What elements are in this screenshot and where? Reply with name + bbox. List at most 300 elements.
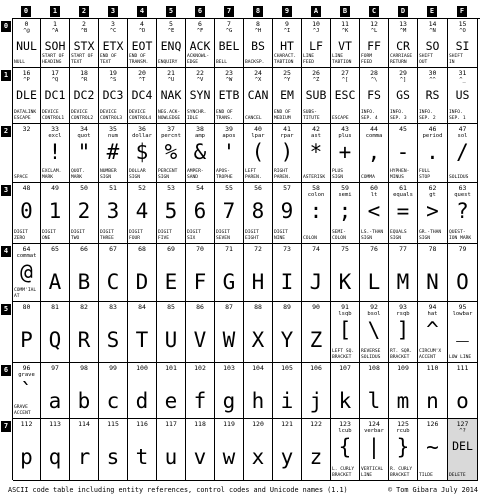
control-mnemonic: ACK	[189, 39, 211, 53]
cell-84	[128, 302, 157, 363]
unicode-name: END OF TEXT	[100, 54, 117, 65]
entity-reference: ^V	[196, 77, 204, 83]
unicode-name: TILDE	[419, 472, 433, 478]
cell-127	[448, 419, 478, 481]
cell-67	[99, 244, 128, 302]
decimal-code: 118	[194, 420, 206, 428]
entity-reference: ^A	[51, 28, 59, 34]
cell-116	[128, 419, 157, 481]
unicode-name: QUOT. MARK	[71, 169, 85, 180]
cell-55	[215, 183, 244, 244]
character-glyph: 3	[106, 199, 120, 223]
character-glyph: _	[456, 318, 469, 342]
column-header-5: 5	[166, 6, 176, 17]
entity-reference: ^C	[109, 28, 117, 34]
decimal-code: 47	[458, 125, 467, 133]
cell-77	[389, 244, 418, 302]
decimal-code: 31	[458, 69, 467, 77]
decimal-code: 64	[22, 245, 31, 253]
unicode-name: END OF MEDIUM	[274, 110, 291, 121]
unicode-name: PERCENT SIGN	[158, 169, 178, 180]
character-glyph: t	[135, 445, 149, 469]
cell-17	[41, 68, 70, 124]
decimal-code: 48	[22, 184, 31, 192]
character-glyph: h	[251, 389, 265, 413]
cell-90	[302, 302, 331, 363]
unicode-name: RT. SQR. BRACKET	[390, 349, 413, 360]
entity-reference: rcub	[396, 428, 410, 434]
character-glyph: 2	[77, 199, 91, 223]
character-glyph: \	[367, 318, 381, 342]
cell-66	[70, 244, 99, 302]
control-mnemonic: SUB	[305, 88, 327, 102]
entity-reference: ^R	[80, 77, 88, 83]
character-glyph: W	[222, 328, 236, 352]
cell-62	[418, 183, 448, 244]
cell-68	[128, 244, 157, 302]
entity-reference: ^\	[370, 77, 378, 83]
cell-22	[186, 68, 215, 124]
entity-reference: ^[	[341, 77, 349, 83]
character-glyph: $	[135, 140, 149, 164]
cell-92	[360, 302, 389, 363]
character-glyph: ~	[426, 435, 439, 459]
cell-27	[331, 68, 360, 124]
cell-39	[215, 124, 244, 183]
entity-reference: commat	[16, 253, 37, 259]
column-header-2: 2	[79, 6, 89, 17]
unicode-name: NUMBER SIGN	[100, 169, 117, 180]
control-mnemonic: DC4	[131, 88, 153, 102]
entity-reference: sol	[457, 133, 468, 139]
cell-42	[302, 124, 331, 183]
cell-57	[273, 183, 302, 244]
unicode-name: CANCEL	[245, 115, 262, 121]
cell-115	[99, 419, 128, 481]
decimal-code: 67	[109, 245, 117, 253]
decimal-code: 65	[51, 245, 59, 253]
cell-108	[360, 363, 389, 419]
entity-reference: ^W	[225, 77, 233, 83]
control-mnemonic: DLE	[16, 88, 37, 102]
decimal-code: 40	[254, 125, 262, 133]
cell-75	[331, 244, 360, 302]
cell-3	[99, 19, 128, 68]
decimal-code: 110	[426, 364, 439, 372]
control-mnemonic: US	[455, 88, 470, 102]
decimal-code: 119	[223, 420, 235, 428]
decimal-code: 66	[80, 245, 88, 253]
control-mnemonic: ENQ	[160, 39, 182, 53]
decimal-code: 83	[109, 303, 117, 311]
column-header-c: C	[369, 6, 379, 17]
cell-81	[41, 302, 70, 363]
entity-reference: rpar	[280, 133, 294, 139]
decimal-code: 23	[225, 69, 233, 77]
row-header-1: 1	[1, 70, 11, 81]
character-glyph: Z	[309, 328, 323, 352]
character-glyph: B	[77, 270, 91, 294]
decimal-code: 102	[194, 364, 206, 372]
cell-8	[244, 19, 273, 68]
decimal-code: 3	[111, 20, 115, 28]
character-glyph: X	[251, 328, 265, 352]
cell-2	[70, 19, 99, 68]
cell-40	[244, 124, 273, 183]
cell-0	[13, 19, 41, 68]
character-glyph: @	[20, 260, 33, 284]
decimal-code: 8	[256, 20, 260, 28]
decimal-code: 78	[428, 245, 437, 253]
decimal-code: 21	[167, 69, 175, 77]
character-glyph: ,	[367, 140, 381, 164]
decimal-code: 74	[312, 245, 320, 253]
unicode-name: LEFT SQ. BRACKET	[332, 349, 355, 360]
decimal-code: 85	[167, 303, 175, 311]
decimal-code: 7	[227, 20, 231, 28]
decimal-code: 70	[196, 245, 204, 253]
decimal-code: 35	[109, 125, 117, 133]
decimal-code: 14	[428, 20, 437, 28]
entity-reference: ^O	[459, 28, 466, 34]
decimal-code: 80	[22, 303, 31, 311]
cell-32	[13, 124, 41, 183]
character-glyph: `	[20, 379, 33, 403]
control-mnemonic: BS	[251, 39, 265, 53]
cell-119	[215, 419, 244, 481]
entity-reference: percnt	[161, 133, 181, 139]
cell-64	[13, 244, 41, 302]
cell-97	[41, 363, 70, 419]
cell-69	[157, 244, 186, 302]
cell-114	[70, 419, 99, 481]
character-glyph: 9	[280, 199, 294, 223]
unicode-name: VERTICAL LINE	[361, 467, 384, 478]
entity-reference: ^Z	[312, 77, 320, 83]
entity-reference: lowbar	[452, 311, 473, 317]
control-mnemonic: GS	[396, 88, 410, 102]
character-glyph: G	[222, 270, 236, 294]
cell-35	[99, 124, 128, 183]
unicode-name: FULL STOP	[419, 169, 431, 180]
unicode-name: DEVICE CONTROL3	[100, 110, 123, 121]
column-header-3: 3	[108, 6, 118, 17]
unicode-name: INFO. SEP. 2	[419, 110, 436, 121]
cell-106	[302, 363, 331, 419]
cell-21	[157, 68, 186, 124]
unicode-name: COLON	[303, 235, 317, 241]
unicode-name: L. CURLY BRACKET	[332, 467, 355, 478]
decimal-code: 116	[136, 420, 148, 428]
entity-reference: quot	[77, 133, 91, 139]
unicode-name: DOLLAR SIGN	[129, 169, 146, 180]
cell-20	[128, 68, 157, 124]
entity-reference: lt	[370, 192, 378, 198]
character-glyph: 4	[135, 199, 149, 223]
unicode-name: ASTERISK	[303, 174, 326, 180]
cell-73	[273, 244, 302, 302]
cell-91	[331, 302, 360, 363]
decimal-code: 56	[254, 184, 262, 192]
character-glyph: '	[222, 140, 236, 164]
entity-reference: quest	[454, 192, 471, 198]
cell-113	[41, 419, 70, 481]
decimal-code: 113	[49, 420, 61, 428]
entity-reference: ^Y	[283, 77, 291, 83]
unicode-name: DIGIT NINE	[274, 230, 288, 241]
decimal-code: 25	[283, 69, 291, 77]
decimal-code: 19	[109, 69, 117, 77]
unicode-name: DELETE	[449, 472, 466, 478]
cell-70	[186, 244, 215, 302]
decimal-code: 28	[370, 69, 378, 77]
decimal-code: 41	[283, 125, 291, 133]
control-mnemonic: FF	[367, 39, 381, 53]
decimal-code: 53	[167, 184, 175, 192]
decimal-code: 55	[225, 184, 233, 192]
cell-59	[331, 183, 360, 244]
cell-48	[13, 183, 41, 244]
cell-51	[99, 183, 128, 244]
entity-reference: semi	[338, 192, 352, 198]
decimal-code: 91	[341, 303, 349, 311]
unicode-name: CIRCUM'X ACCENT	[419, 349, 442, 360]
character-glyph: S	[106, 328, 120, 352]
column-header-f: F	[457, 6, 467, 17]
footer-caption: ASCII code table including entity references, control codes and Unicode names (1.1)	[8, 486, 348, 494]
unicode-name: DEVICE CONTROL2	[71, 110, 94, 121]
unicode-name: SHIFT IN	[449, 54, 463, 65]
character-glyph: g	[222, 389, 236, 413]
decimal-code: 79	[458, 245, 467, 253]
entity-reference: ^_	[459, 77, 466, 83]
character-glyph: [	[338, 318, 352, 342]
unicode-name: RIGHT PAREN.	[274, 169, 291, 180]
decimal-code: 106	[310, 364, 322, 372]
character-glyph: f	[193, 389, 207, 413]
cell-29	[389, 68, 418, 124]
cell-98	[70, 363, 99, 419]
unicode-name: DIGIT THREE	[100, 230, 114, 241]
character-glyph: w	[222, 445, 236, 469]
decimal-code: 27	[341, 69, 349, 77]
decimal-code: 99	[109, 364, 117, 372]
character-glyph: H	[251, 270, 265, 294]
control-mnemonic: HT	[280, 39, 294, 53]
cell-100	[128, 363, 157, 419]
decimal-code: 57	[283, 184, 291, 192]
decimal-code: 33	[51, 125, 59, 133]
control-mnemonic: VT	[338, 39, 352, 53]
cell-125	[389, 419, 418, 481]
character-glyph: P	[20, 328, 33, 352]
cell-30	[418, 68, 448, 124]
cell-118	[186, 419, 215, 481]
entity-reference: lsqb	[338, 311, 352, 317]
unicode-name: LS.-THAN SIGN	[361, 230, 384, 241]
row-headers	[0, 18, 12, 480]
character-glyph: l	[367, 389, 381, 413]
row-header-3: 3	[1, 185, 11, 196]
cell-96	[13, 363, 41, 419]
cell-121	[273, 419, 302, 481]
character-glyph: n	[426, 389, 439, 413]
unicode-name: SOLIDUS	[449, 174, 469, 180]
decimal-code: 0	[24, 20, 29, 28]
unicode-name: COMM'IAL AT	[14, 288, 37, 299]
decimal-code: 123	[339, 420, 351, 428]
character-glyph: U	[164, 328, 178, 352]
decimal-code: 120	[252, 420, 264, 428]
decimal-code: 76	[370, 245, 378, 253]
unicode-name: EXCLAM. MARK	[42, 169, 62, 180]
unicode-name: DIGIT SIX	[187, 230, 201, 241]
entity-reference: plus	[338, 133, 352, 139]
column-header-4: 4	[137, 6, 147, 17]
decimal-code: 122	[310, 420, 322, 428]
cell-54	[186, 183, 215, 244]
cell-105	[273, 363, 302, 419]
entity-reference: bsol	[367, 311, 381, 317]
control-mnemonic: DC3	[102, 88, 124, 102]
cell-1	[41, 19, 70, 68]
row-header-6: 6	[1, 365, 11, 376]
control-mnemonic: EOT	[131, 39, 153, 53]
cell-14	[418, 19, 448, 68]
cell-31	[448, 68, 478, 124]
decimal-code: 42	[312, 125, 320, 133]
cell-16	[13, 68, 41, 124]
decimal-code: 75	[341, 245, 349, 253]
character-glyph: i	[280, 389, 294, 413]
row-header-5: 5	[1, 304, 11, 315]
cell-112	[13, 419, 41, 481]
decimal-code: 87	[225, 303, 233, 311]
decimal-code: 10	[312, 20, 320, 28]
cell-50	[70, 183, 99, 244]
decimal-code: 5	[169, 20, 173, 28]
decimal-code: 100	[136, 364, 148, 372]
entity-reference: ^B	[80, 28, 88, 34]
decimal-code: 92	[370, 303, 378, 311]
cell-44	[360, 124, 389, 183]
character-glyph: j	[309, 389, 323, 413]
cell-71	[215, 244, 244, 302]
character-glyph: N	[426, 270, 439, 294]
column-header-1: 1	[50, 6, 60, 17]
character-glyph: <	[367, 199, 381, 223]
decimal-code: 9	[285, 20, 289, 28]
character-glyph: O	[456, 270, 469, 294]
character-glyph: >	[426, 199, 439, 223]
decimal-code: 104	[252, 364, 264, 372]
unicode-name: REVERSE SOLIDUS	[361, 349, 381, 360]
cell-107	[331, 363, 360, 419]
character-glyph: u	[164, 445, 178, 469]
decimal-code: 49	[51, 184, 59, 192]
decimal-code: 86	[196, 303, 204, 311]
cell-52	[128, 183, 157, 244]
character-glyph: D	[135, 270, 149, 294]
character-glyph: ]	[396, 318, 410, 342]
character-glyph: C	[106, 270, 120, 294]
decimal-code: 20	[138, 69, 146, 77]
decimal-code: 46	[428, 125, 437, 133]
control-mnemonic: RS	[425, 88, 440, 102]
decimal-code: 108	[368, 364, 380, 372]
decimal-code: 32	[22, 125, 31, 133]
decimal-code: 59	[341, 184, 349, 192]
entity-reference: num	[108, 133, 118, 139]
decimal-code: 98	[80, 364, 88, 372]
character-glyph: ?	[456, 199, 469, 223]
control-mnemonic: STX	[73, 39, 95, 53]
decimal-code: 124	[368, 420, 380, 428]
control-mnemonic: CR	[396, 39, 410, 53]
decimal-code: 115	[107, 420, 119, 428]
character-glyph: Y	[280, 328, 294, 352]
control-mnemonic: ETX	[102, 39, 124, 53]
entity-reference: amp	[195, 133, 205, 139]
column-header-b: B	[340, 6, 350, 17]
decimal-code: 93	[399, 303, 407, 311]
cell-58	[302, 183, 331, 244]
decimal-code: 111	[456, 364, 469, 372]
entity-reference: ^L	[370, 28, 378, 34]
character-glyph: A	[48, 270, 62, 294]
cell-63	[448, 183, 478, 244]
control-mnemonic: NUL	[16, 39, 37, 53]
unicode-name: COMMA	[361, 174, 375, 180]
control-mnemonic: SO	[425, 39, 440, 53]
unicode-name: DIGIT ZERO	[14, 230, 28, 241]
decimal-code: 26	[312, 69, 320, 77]
decimal-code: 11	[341, 20, 349, 28]
entity-reference: hat	[427, 311, 438, 317]
character-glyph: %	[164, 140, 178, 164]
character-glyph: k	[338, 389, 352, 413]
character-glyph: 8	[251, 199, 265, 223]
footer-copyright: © Tom Gibara July 2014	[387, 486, 478, 494]
unicode-name: DIGIT FOUR	[129, 230, 143, 241]
decimal-code: 109	[397, 364, 409, 372]
entity-reference: verbar	[364, 428, 384, 434]
character-glyph: #	[106, 140, 120, 164]
decimal-code: 82	[80, 303, 88, 311]
unicode-name: INFO. SEP. 3	[390, 110, 407, 121]
control-mnemonic: CAN	[247, 88, 269, 102]
row-header-4: 4	[1, 246, 11, 257]
character-glyph: x	[251, 445, 265, 469]
unicode-name: AMPER- SAND	[187, 169, 204, 180]
unicode-name: GR.-THAN SIGN	[419, 230, 442, 241]
character-glyph: I	[280, 270, 294, 294]
column-header-a: A	[311, 6, 321, 17]
cell-13	[389, 19, 418, 68]
character-glyph: V	[193, 328, 207, 352]
entity-reference: ^J	[312, 28, 320, 34]
cell-5	[157, 19, 186, 68]
decimal-code: 17	[51, 69, 59, 77]
character-glyph: M	[396, 270, 410, 294]
unicode-name: NEG.ACK- NOWLEDGE	[158, 110, 181, 121]
unicode-name: CARRIAGE RETURN	[390, 54, 413, 65]
row-header-0: 0	[1, 21, 11, 32]
cell-34	[70, 124, 99, 183]
cell-26	[302, 68, 331, 124]
code-grid	[12, 18, 480, 480]
unicode-name: LINE FEED	[303, 54, 315, 65]
